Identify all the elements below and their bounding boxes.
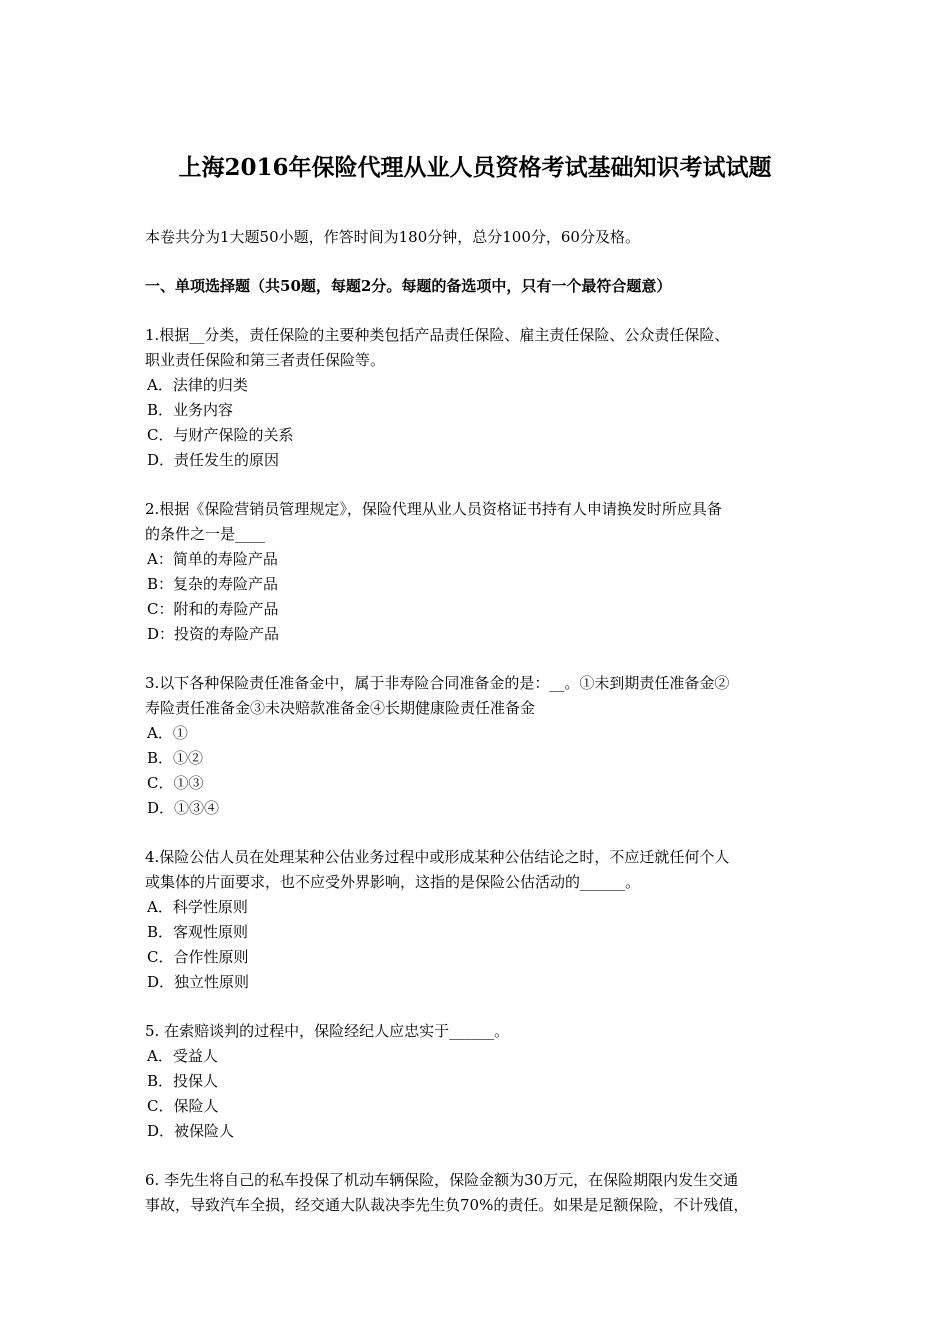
option-a: A：简单的寿险产品 xyxy=(147,550,278,568)
question-stem-line: 2.根据《保险营销员管理规定》，保险代理从业人员资格证书持有人申请换发时所应具备 xyxy=(145,500,722,518)
question-3 xyxy=(145,671,815,821)
question-stem-line: 寿险责任准备金③未决赔款准备金④长期健康险责任准备金 xyxy=(145,699,536,717)
question-stem-line: 5. 在索赔谈判的过程中，保险经纪人应忠实于______。 xyxy=(145,1022,510,1040)
option-c: C．①③ xyxy=(147,774,204,792)
question-5 xyxy=(145,1019,815,1144)
option-c: C．保险人 xyxy=(147,1097,219,1115)
option-c: C．合作性原则 xyxy=(147,948,249,966)
option-d: D．独立性原则 xyxy=(147,973,250,991)
option-a: A．科学性原则 xyxy=(147,898,248,916)
option-c: C：附和的寿险产品 xyxy=(147,600,279,618)
option-a: A．受益人 xyxy=(147,1047,218,1065)
question-stem-line: 6. 李先生将自己的私车投保了机动车辆保险，保险金额为30万元，在保险期限内发生交通 xyxy=(145,1171,739,1189)
question-stem-line: 职业责任保险和第三者责任保险等。 xyxy=(145,351,386,369)
question-stem-line: 事故，导致汽车全损，经交通大队裁决李先生负70%的责任。如果是足额保险，不计残值， xyxy=(145,1196,749,1214)
question-stem-line: 1.根据__分类，责任保险的主要种类包括产品责任保险、雇主责任保险、公众责任保险、 xyxy=(145,326,730,344)
option-d: D．被保险人 xyxy=(147,1122,235,1140)
option-c: C．与财产保险的关系 xyxy=(147,426,294,444)
question-1 xyxy=(145,323,815,473)
question-4 xyxy=(145,845,815,995)
question-stem-line: 的条件之一是____ xyxy=(145,525,266,543)
option-d: D．①③④ xyxy=(147,799,220,817)
option-b: B．业务内容 xyxy=(147,401,234,419)
question-stem-line: 4.保险公估人员在处理某种公估业务过程中或形成某种公估结论之时，不应迁就任何个人 xyxy=(145,848,730,866)
question-2 xyxy=(145,497,815,647)
option-d: D：投资的寿险产品 xyxy=(147,625,280,643)
document-title: 上海2016年保险代理从业人员资格考试基础知识考试试题 xyxy=(178,154,772,181)
exam-intro: 本卷共分为1大题50小题，作答时间为180分钟，总分100分，60分及格。 xyxy=(145,228,640,246)
option-a: A．① xyxy=(147,724,188,742)
option-b: B．客观性原则 xyxy=(147,923,249,941)
question-stem-line: 3.以下各种保险责任准备金中，属于非寿险合同准备金的是：__。①未到期责任准备金② xyxy=(145,674,730,692)
option-a: A．法律的归类 xyxy=(147,376,248,394)
section-heading: 一、单项选择题（共50题，每题2分。每题的备选项中，只有一个最符合题意） xyxy=(145,277,672,295)
option-b: B．①② xyxy=(147,749,204,767)
question-stem-line: 或集体的片面要求，也不应受外界影响，这指的是保险公估活动的______。 xyxy=(145,873,641,891)
question-6 xyxy=(145,1168,815,1218)
option-b: B．投保人 xyxy=(147,1072,219,1090)
option-d: D．责任发生的原因 xyxy=(147,451,280,469)
option-b: B：复杂的寿险产品 xyxy=(147,575,279,593)
